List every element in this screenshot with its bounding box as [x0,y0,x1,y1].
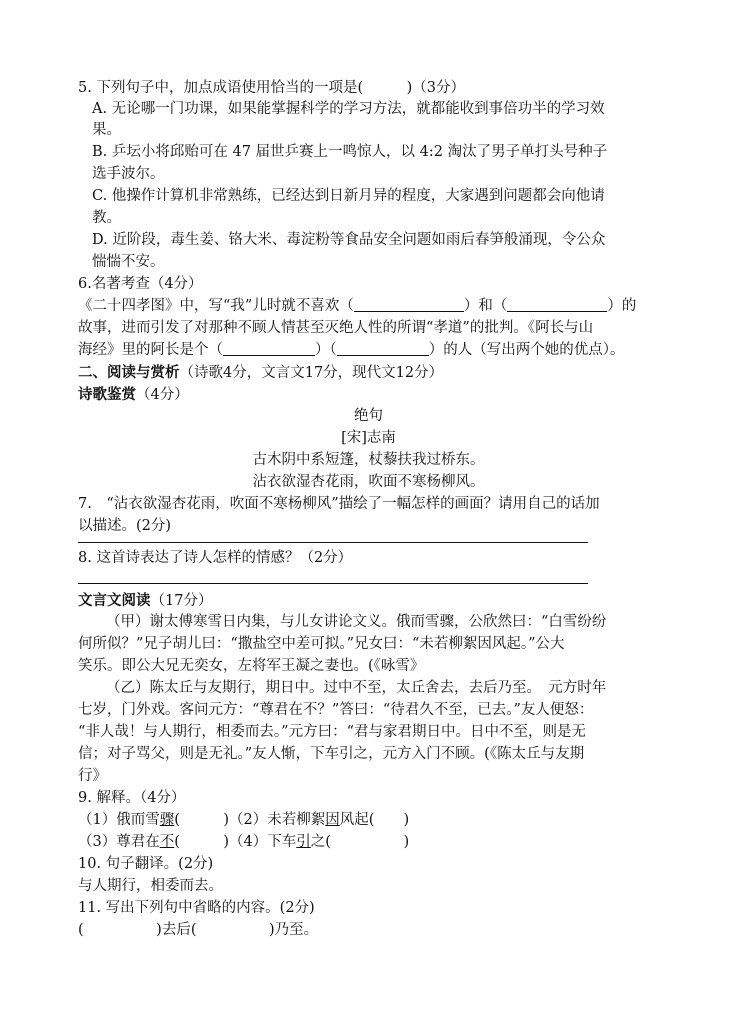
q6-answer-blank-3[interactable] [223,340,315,356]
q8-line1: 8. 这首诗表达了诗人怎样的情感？（2分） [78,550,353,566]
q9-item4-suffix: 之( ) [310,834,410,850]
q5-option-a-cont: 果。 [92,122,121,138]
q9-item2-suffix: 风起( ) [339,812,410,828]
q9-item1-word: 骤 [159,812,175,828]
q6-line3-part-c: ）的人（写出两个她的优点）。 [428,342,625,358]
q11-answer-line: ( )去后( )乃至。 [78,922,319,938]
q9-items-row2 [78,832,409,853]
passage-b-line2: 七岁，门外戏。客问元方：“尊君在不？”答曰：“待君久不至，已去。”友人便怒： [78,702,594,718]
poem-title: 绝句 [354,408,383,424]
poetry-heading-score: （4分） [136,387,189,403]
q9-item3-prefix: （3）尊君在 [78,834,160,850]
q9-item1-suffix: ( )（2）未若柳絮 [174,812,326,828]
poem-author: [宋]志南 [341,430,396,446]
q5-option-b-cont: 选手波尔。 [92,166,165,182]
poetry-heading-label: 诗歌鉴赏 [78,386,136,403]
classical-heading [78,590,212,612]
q5-stem: 5. 下列句子中，加点成语使用恰当的一项是( )（3分） [78,80,465,96]
q11-title: 11. 写出下列句中省略的内容。(2分) [78,900,315,916]
q7-line2: 以描述。(2分) [78,518,172,534]
q9-item3-suffix: ( )（4）下车 [174,834,297,850]
q6-line3-part-a: 海经》里的阿长是个（ [78,342,223,358]
passage-b-line4: 信；对子骂父，则是无礼。”友人惭，下车引之，元方入门不顾。(《陈太丘与友期 [78,746,585,762]
passage-a-line1: （甲）谢太傅寒雪日内集，与儿女讲论文义。俄而雪骤，公欣然曰：“白雪纷纷 [106,614,607,630]
q8-answer-line[interactable] [78,583,588,584]
q6-line1-part-a: 《二十四孝图》中，写“我”儿时就不喜欢（ [78,298,354,314]
q10-title: 10. 句子翻译。(2分) [78,856,214,872]
q6-line3 [78,340,625,361]
q6-line3-part-b: ）（ [315,342,337,358]
q6-answer-blank-4[interactable] [337,340,429,356]
q9-item2-word: 因 [325,812,340,828]
passage-b-line1: （乙）陈太丘与友期行，期日中。过中不至，太丘舍去，去后乃至。 元方时年 [106,680,607,696]
q5-option-d: D. 近阶段，毒生姜、铬大米、毒淀粉等食品安全问题如雨后春笋般涌现，令公众 [92,232,606,248]
q6-answer-blank-1[interactable] [354,296,464,312]
q9-item3-word: 不 [159,834,175,850]
section-heading-scores: （诗歌4分，文言文17分，现代文12分） [179,365,444,381]
q5-option-a: A. 无论哪一门功课，如果能掌握科学的学习方法，就都能收到事倍功半的学习效 [92,101,605,117]
q6-title: 6.名著考查（4分） [78,276,203,292]
q5-option-c-cont: 教。 [92,210,121,226]
q5-option-b: B. 乒坛小将邱贻可在 47 届世乒赛上一鸣惊人，以 4:2 淘汰了男子单打头号种子 [92,144,608,160]
q9-item4-word: 引 [296,834,311,850]
poetry-heading [78,384,189,406]
q6-line1-part-b: ）和（ [463,298,508,314]
q9-title: 9. 解释。（4分） [78,790,186,806]
q10-sentence: 与人期行，相委而去。 [78,878,223,894]
poem-line-2: 沾衣欲湿杏花雨，吹面不寒杨柳风。 [252,474,485,490]
section-heading [78,362,443,384]
passage-b-line3: “非人哉！与人期行，相委而去。”元方曰：“君与家君期日中。日中不至，则是无 [78,724,586,740]
q7-answer-line[interactable] [78,542,588,543]
passage-b-line5: 行》 [78,768,107,784]
q6-line2: 故事，进而引发了对那种不顾人情甚至灭绝人性的所谓“孝道”的批判。《阿长与山 [78,320,594,336]
q6-line1 [78,296,636,317]
q5-option-c: C. 他操作计算机非常熟练，已经达到日新月异的程度，大家遇到问题都会向他请 [92,188,605,204]
passage-a-line2: 何所似？”兄子胡儿曰：“撒盐空中差可拟。”兄女曰：“未若柳絮因风起。”公大 [78,636,565,652]
section-heading-label: 二、阅读与赏析 [78,364,180,381]
classical-heading-score: （17分） [150,593,213,609]
poem-line-1: 古木阴中系短篷，杖藜扶我过桥东。 [252,452,485,468]
q9-items-row1 [78,810,409,831]
q6-answer-blank-2[interactable] [507,296,607,312]
passage-a-line3: 笑乐。即公大兄无奕女，左将军王凝之妻也。(《咏雪》 [78,658,425,674]
classical-heading-label: 文言文阅读 [78,592,151,609]
q9-item1-prefix: （1）俄而雪 [78,812,160,828]
q7-line1: 7. “沾衣欲湿杏花雨，吹面不寒杨柳风”描绘了一幅怎样的画面？请用自己的话加 [78,496,600,512]
q5-option-d-cont: 惴惴不安。 [92,254,165,270]
q6-line1-part-c: ）的 [607,298,637,314]
